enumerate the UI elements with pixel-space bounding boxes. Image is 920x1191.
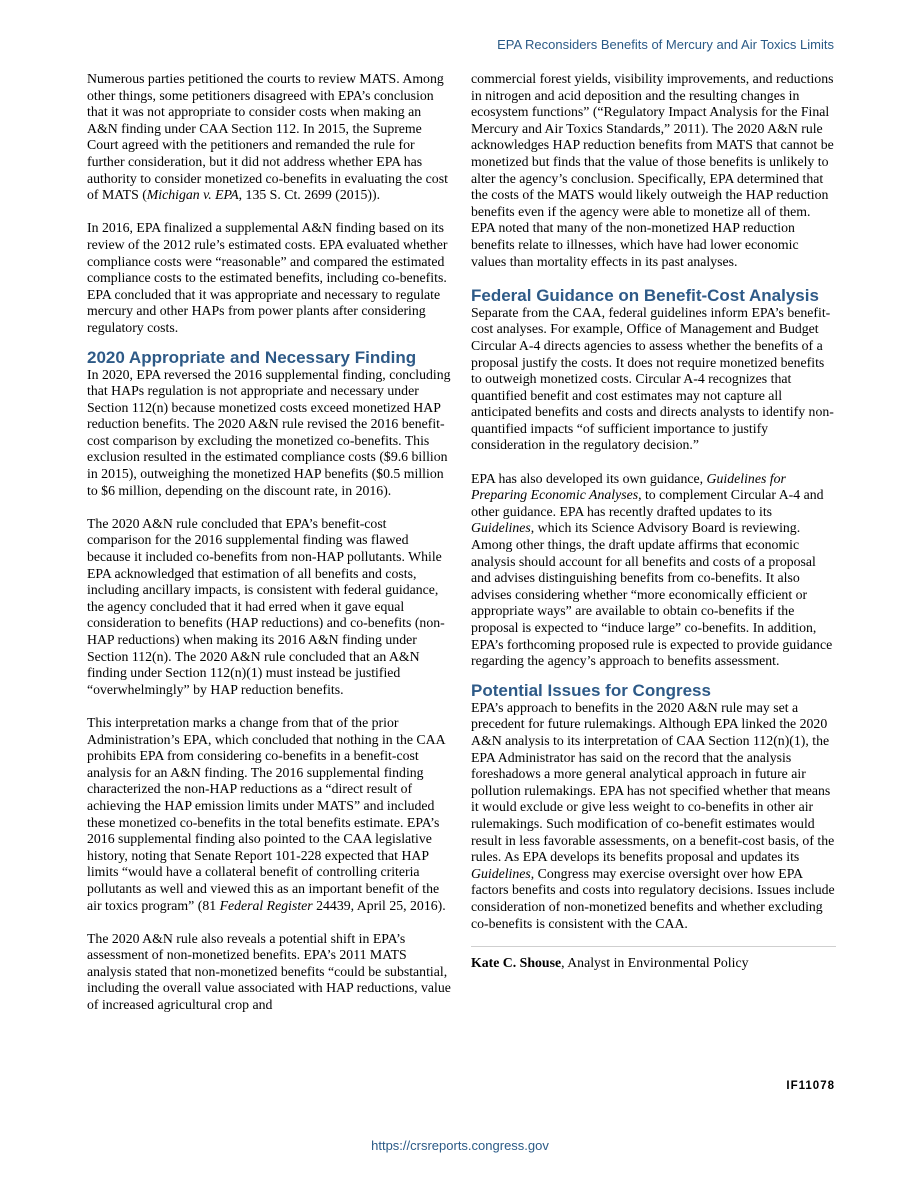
running-header: EPA Reconsiders Benefits of Mercury and Air Toxics Limits: [497, 37, 834, 52]
section-heading-potential-issues: Potential Issues for Congress: [471, 680, 711, 700]
paragraph: commercial forest yields, visibility improvements, and reductions in nitrogen and acid deposition and the resulting changes in ecosystem functions” (“Regulatory Impact Analysis for the Final Mercury and Air Toxics Standards,” 2011). The 2020 A&N rule acknowledges HAP reduction benefits from MATS that cannot be monetized but finds that the value of those benefits is unlikely to alter the agency’s conclusion. Specifically, EPA determined that the costs of the MATS would likely outweigh the HAP reduction benefits even if the agency were able to monetize all of them. EPA noted that many of the non-monetized HAP reduction benefits relate to illnesses, which have had lower economic values than mortality effects in its past analyses.: [471, 71, 834, 269]
section-heading-2020-finding: 2020 Appropriate and Necessary Finding: [87, 347, 417, 367]
federal-register-citation: Federal Register: [219, 897, 313, 913]
case-citation: Michigan v. EPA: [146, 187, 239, 203]
guidelines-title: Guidelines: [471, 865, 531, 881]
paragraph: The 2020 A&N rule also reveals a potential shift in EPA’s assessment of non-monetized benefits. EPA’s 2011 MATS analysis stated that non-monetized benefits “could be substantial, including the overall value associated with HAP reductions, value of increased agricultural crop and: [87, 930, 451, 1013]
section-heading-federal-guidance: Federal Guidance on Benefit-Cost Analysis: [471, 285, 819, 305]
paragraph: Numerous parties petitioned the courts to review MATS. Among other things, some petitioners disagreed with EPA’s conclusion that it was not appropriate to consider costs when making an A&N finding under CAA Section 112. In 2015, the Supreme Court agreed with the petitioners and remanded the rule for further consideration, but it did not address whether EPA has authority to consider monetized co-benefits in evaluating the cost of MATS (Michigan v. EPA, 135 S. Ct. 2699 (2015)).: [87, 71, 448, 203]
footer-url[interactable]: https://crsreports.congress.gov: [371, 1138, 549, 1153]
author-name: Kate C. Shouse: [471, 955, 562, 971]
paragraph: EPA has also developed its own guidance, Guidelines for Preparing Economic Analyses, to complement Circular A-4 and other guidance. EPA has recently drafted updates to its Guidelines, which its Science Advisory Board is reviewing. Among other things, the draft update affirms that economic analysis should account for all benefits and costs of a proposal and advises distinguishing benefits from co-benefits. It also advises considering whether “more economically efficient or appropriate ways” are available to obtain co-benefits if the proposal is expected to “induce large” co-benefits. In addition, EPA’s forthcoming proposed rule is expected to provide guidance regarding the agency’s approach to benefits assessment.: [471, 470, 833, 669]
paragraph: The 2020 A&N rule concluded that EPA’s benefit-cost comparison for the 2016 supplemental finding was flawed because it included co-benefits from non-HAP pollutants. While EPA acknowledged that estimation of all benefits and costs, including ancillary impacts, is consistent with federal guidance, the agency concluded that it had erred when it gave equal consideration to benefits (HAP reductions) and co-benefits (non-HAP reductions) when making its 2016 A&N finding under Section 112(n). The 2020 A&N rule concluded that an A&N finding under Section 112(n)(1) must instead be justified “overwhelmingly” by HAP reduction benefits.: [87, 515, 445, 697]
paragraph: This interpretation marks a change from that of the prior Administration’s EPA, which concluded that nothing in the CAA prohibits EPA from considering co-benefits in a benefit-cost analysis for an A&N finding. The 2016 supplemental finding characterized the non-HAP reductions as a “direct result of achieving the HAP emission limits under MATS” and included these monetized co-benefits in the total benefits estimate. EPA’s 2016 supplemental finding also pointed to the CAA legislative history, noting that Senate Report 101-228 expected that HAP limits “would have a collateral benefit of controlling criteria pollutants as well and viewed this as an important benefit of the air toxics program” (81 Federal Register 24439, April 25, 2016).: [87, 714, 446, 913]
right-column: [471, 71, 836, 988]
paragraph: EPA’s approach to benefits in the 2020 A&N rule may set a precedent for future rulemakings. Although EPA linked the 2020 A&N analysis to its interpretation of CAA Section 112(n)(1), the EPA Administrator has said on the record that the analysis foreshadows a more general analytical approach in future air pollution rulemakings. EPA has not specified whether that means it would exclude or give less weight to co-benefits in other air rulemakings. Such modification of co-benefit estimates would result in less favorable assessments, on a benefit-cost basis, of the rules. As EPA develops its benefits proposal and updates its Guidelines, Congress may exercise oversight over how EPA factors benefits and costs into regulatory decisions. Issues include consideration of non-monetized benefits and whether excluding co-benefits is consistent with the CAA.: [471, 699, 835, 931]
signature-divider: [471, 946, 836, 947]
guidelines-title: Guidelines: [471, 520, 531, 536]
left-column: [87, 71, 452, 1030]
author-signature: [471, 955, 836, 972]
paragraph: In 2020, EPA reversed the 2016 supplemental finding, concluding that HAPs regulation is not appropriate and necessary under Section 112(n) because monetized costs exceed monetized HAP reduction benefits. The 2020 A&N rule revised the 2016 benefit-cost comparison by excluding the monetized co-benefits. This exclusion resulted in the estimated compliance costs ($9.6 billion in 2015), outweighing the monetized HAP benefits ($0.5 million to $6 million, depending on the discount rate, in 2016).: [87, 366, 451, 498]
paragraph: Separate from the CAA, federal guidelines inform EPA’s benefit-cost analyses. For example, Office of Management and Budget Circular A-4 directs agencies to assess whether the benefits of a proposal justify the costs. It does not require monetized benefits to outweigh monetized costs. Circular A-4 recognizes that quantified benefit and cost estimates may not capture all anticipated benefits and costs and directs analysts to identify non-quantified impacts “of sufficient importance to justify consideration in the regulatory decision.”: [471, 304, 834, 453]
document-id: IF11078: [786, 1080, 835, 1092]
paragraph: In 2016, EPA finalized a supplemental A&N finding based on its review of the 2012 rule’s estimated costs. EPA evaluated whether compliance costs were “reasonable” and compared the estimated compliance costs to the estimated benefits, including co-benefits. EPA concluded that it was appropriate and necessary to regulate mercury and other HAPs from power plants after considering regulatory costs.: [87, 220, 448, 335]
guidelines-title: Guidelines for Preparing Economic Analyses: [471, 470, 786, 503]
author-title: , Analyst in Environmental Policy: [561, 955, 749, 971]
